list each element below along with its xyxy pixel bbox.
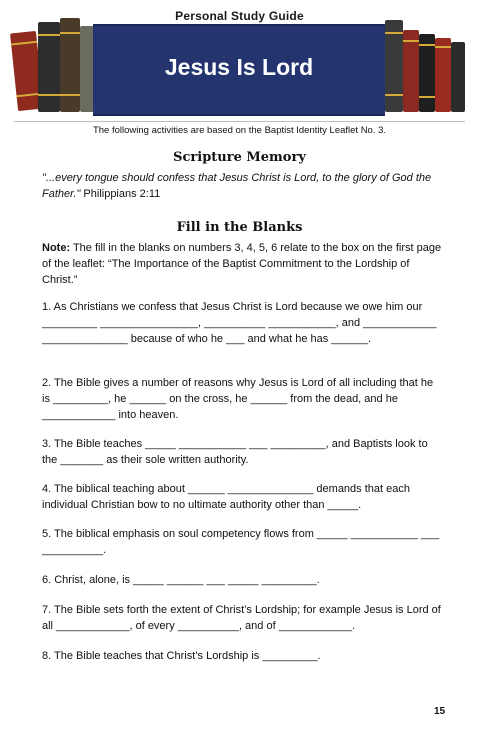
book xyxy=(419,34,435,112)
question-8: 8. The Bible teaches that Christ’s Lordship is _________. xyxy=(42,650,321,662)
header-divider xyxy=(14,121,465,122)
banner-title: Jesus Is Lord xyxy=(164,54,314,80)
book xyxy=(403,30,419,112)
question-6: 6. Christ, alone, is _____ ______ ___ _____ _________. xyxy=(42,574,320,586)
page-number: 15 xyxy=(434,706,446,717)
book xyxy=(385,20,403,112)
book xyxy=(451,42,465,112)
note-label: Note: xyxy=(42,242,71,254)
question-1: 1. As Christians we confess that Jesus Christ is Lord because we owe him our _________ ________________, __________ ___________, and ____________ ______________ because of who he ___ and what he has ______. xyxy=(42,301,437,345)
note-text: The fill in the blanks on numbers 3, 4, 5, 6 relate to the box on the first page of the leaflet: “The Importance of the Baptist Commitment to the Lordship of Christ.” xyxy=(42,242,442,286)
title-banner xyxy=(93,24,385,116)
blanks-note xyxy=(42,240,442,288)
book xyxy=(38,22,60,112)
intro-text: The following activities are based on the Baptist Identity Leaflet No. 3. xyxy=(92,125,387,136)
question-2: 2. The Bible gives a number of reasons why Jesus is Lord of all including that he is _________, he ______ on the cross, he ______ from the dead, and he ____________ into heaven. xyxy=(42,377,434,421)
question-4: 4. The biblical teaching about ______ ______________ demands that each individual Christian bow to no ultimate authority other than _____. xyxy=(42,483,410,511)
scripture-heading: Scripture Memory xyxy=(173,150,306,165)
scripture-quote: "...every tongue should confess that Jesus Christ is Lord, to the glory of God the Father." xyxy=(42,172,432,200)
question-3: 3. The Bible teaches _____ ___________ ___ _________, and Baptists look to the _______ as their sole written authority. xyxy=(42,438,428,466)
guide-title: Personal Study Guide xyxy=(175,9,304,23)
scripture-paragraph xyxy=(42,170,442,202)
question-7: 7. The Bible sets forth the extent of Christ’s Lordship; for example Jesus is Lord of all ____________, of every __________, and of ____________. xyxy=(42,604,441,632)
book xyxy=(80,26,94,112)
header xyxy=(0,0,479,118)
book xyxy=(435,38,451,112)
blanks-heading: Fill in the Blanks xyxy=(176,220,303,235)
scripture-reference: Philippians 2:11 xyxy=(80,188,161,200)
book xyxy=(60,18,80,112)
question-5: 5. The biblical emphasis on soul competency flows from _____ ___________ ___ __________. xyxy=(42,528,440,556)
